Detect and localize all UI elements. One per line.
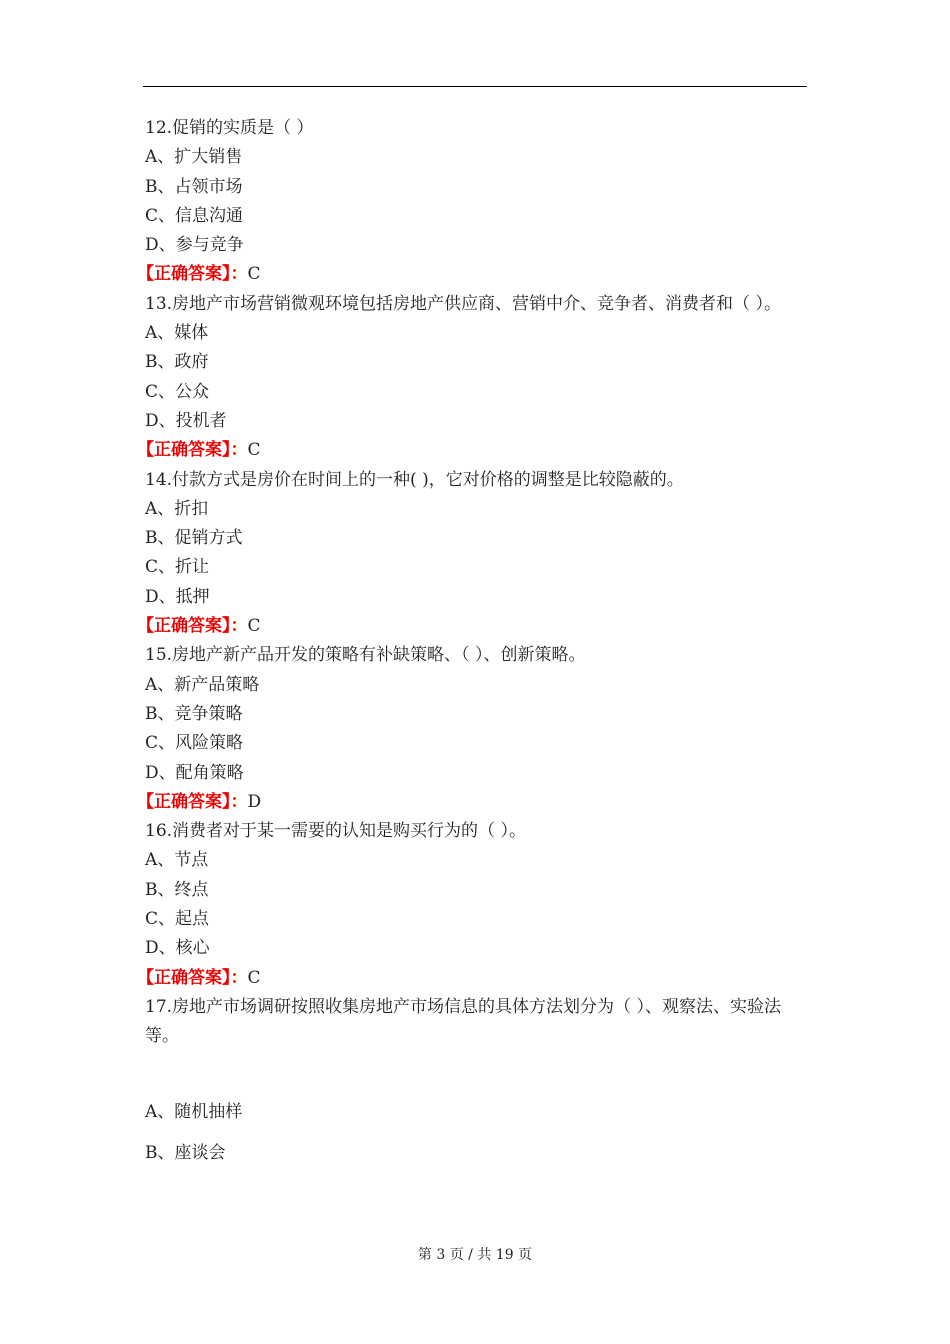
question-15-option-c: C、风险策略 <box>145 733 244 754</box>
question-16-answer <box>137 964 809 993</box>
answer-value: C <box>247 264 261 285</box>
answer-label: 【正确答案】： <box>137 616 248 637</box>
question-13-text: 13.房地产市场营销微观环境包括房地产供应商、营销中介、竞争者、消费者和（ ）。 <box>145 293 781 314</box>
answer-value: C <box>247 616 261 637</box>
question-14-text: 14.付款方式是房价在时间上的一种( )，它对价格的调整是比较隐蔽的。 <box>145 469 684 490</box>
question-15-option-b: B、竞争策略 <box>145 703 243 724</box>
page-content <box>137 114 809 1168</box>
question-15-text: 15.房地产新产品开发的策略有补缺策略、（ ）、创新策略。 <box>145 645 586 666</box>
answer-label: 【正确答案】： <box>137 967 248 988</box>
question-13-option-b: B、政府 <box>145 352 209 373</box>
question-15-option-d: D、配角策略 <box>145 762 244 783</box>
question-13-answer <box>137 436 809 465</box>
question-17-option-a: A、随机抽样 <box>145 1101 243 1122</box>
question-14-option-d: D、抵押 <box>145 586 210 607</box>
question-15-answer <box>137 788 809 817</box>
question-14-option-c: C、折让 <box>145 557 210 578</box>
question-17-text: 17.房地产市场调研按照收集房地产市场信息的具体方法划分为（ ）、观察法、实验法等。 <box>145 996 781 1047</box>
question-12-text: 12.促销的实质是（ ） <box>145 118 314 138</box>
page-number-footer: 第 3 页 / 共 19 页 <box>417 1247 533 1263</box>
question-16-option-d: D、核心 <box>145 938 210 959</box>
question-14-answer <box>137 612 809 641</box>
answer-value: C <box>247 967 261 988</box>
question-15-option-a: A、新产品策略 <box>145 674 260 695</box>
question-12-answer <box>137 260 809 289</box>
question-13-option-d: D、投机者 <box>145 410 227 431</box>
question-12-option-b: B、占领市场 <box>145 176 243 197</box>
answer-value: D <box>247 791 262 812</box>
question-12-option-a: A、扩大销售 <box>145 147 243 168</box>
question-16-text: 16.消费者对于某一需要的认知是购买行为的（ ）。 <box>145 821 526 842</box>
question-12-option-d: D、参与竞争 <box>145 235 244 256</box>
question-12-option-c: C、信息沟通 <box>145 205 244 226</box>
answer-label: 【正确答案】： <box>137 440 248 461</box>
question-13-option-c: C、公众 <box>145 381 210 402</box>
spacer <box>145 1127 809 1139</box>
question-17-option-b: B、座谈会 <box>145 1142 226 1163</box>
question-16-option-b: B、终点 <box>145 879 209 900</box>
answer-label: 【正确答案】： <box>137 264 248 285</box>
question-14-option-b: B、促销方式 <box>145 528 243 549</box>
header-rule <box>143 86 807 87</box>
question-16-option-a: A、节点 <box>145 850 209 871</box>
answer-value: C <box>247 440 261 461</box>
answer-label: 【正确答案】： <box>137 791 248 812</box>
question-16-option-c: C、起点 <box>145 909 210 930</box>
question-13-option-a: A、媒体 <box>145 323 209 344</box>
spacer <box>145 1052 809 1098</box>
question-14-option-a: A、折扣 <box>145 498 209 519</box>
